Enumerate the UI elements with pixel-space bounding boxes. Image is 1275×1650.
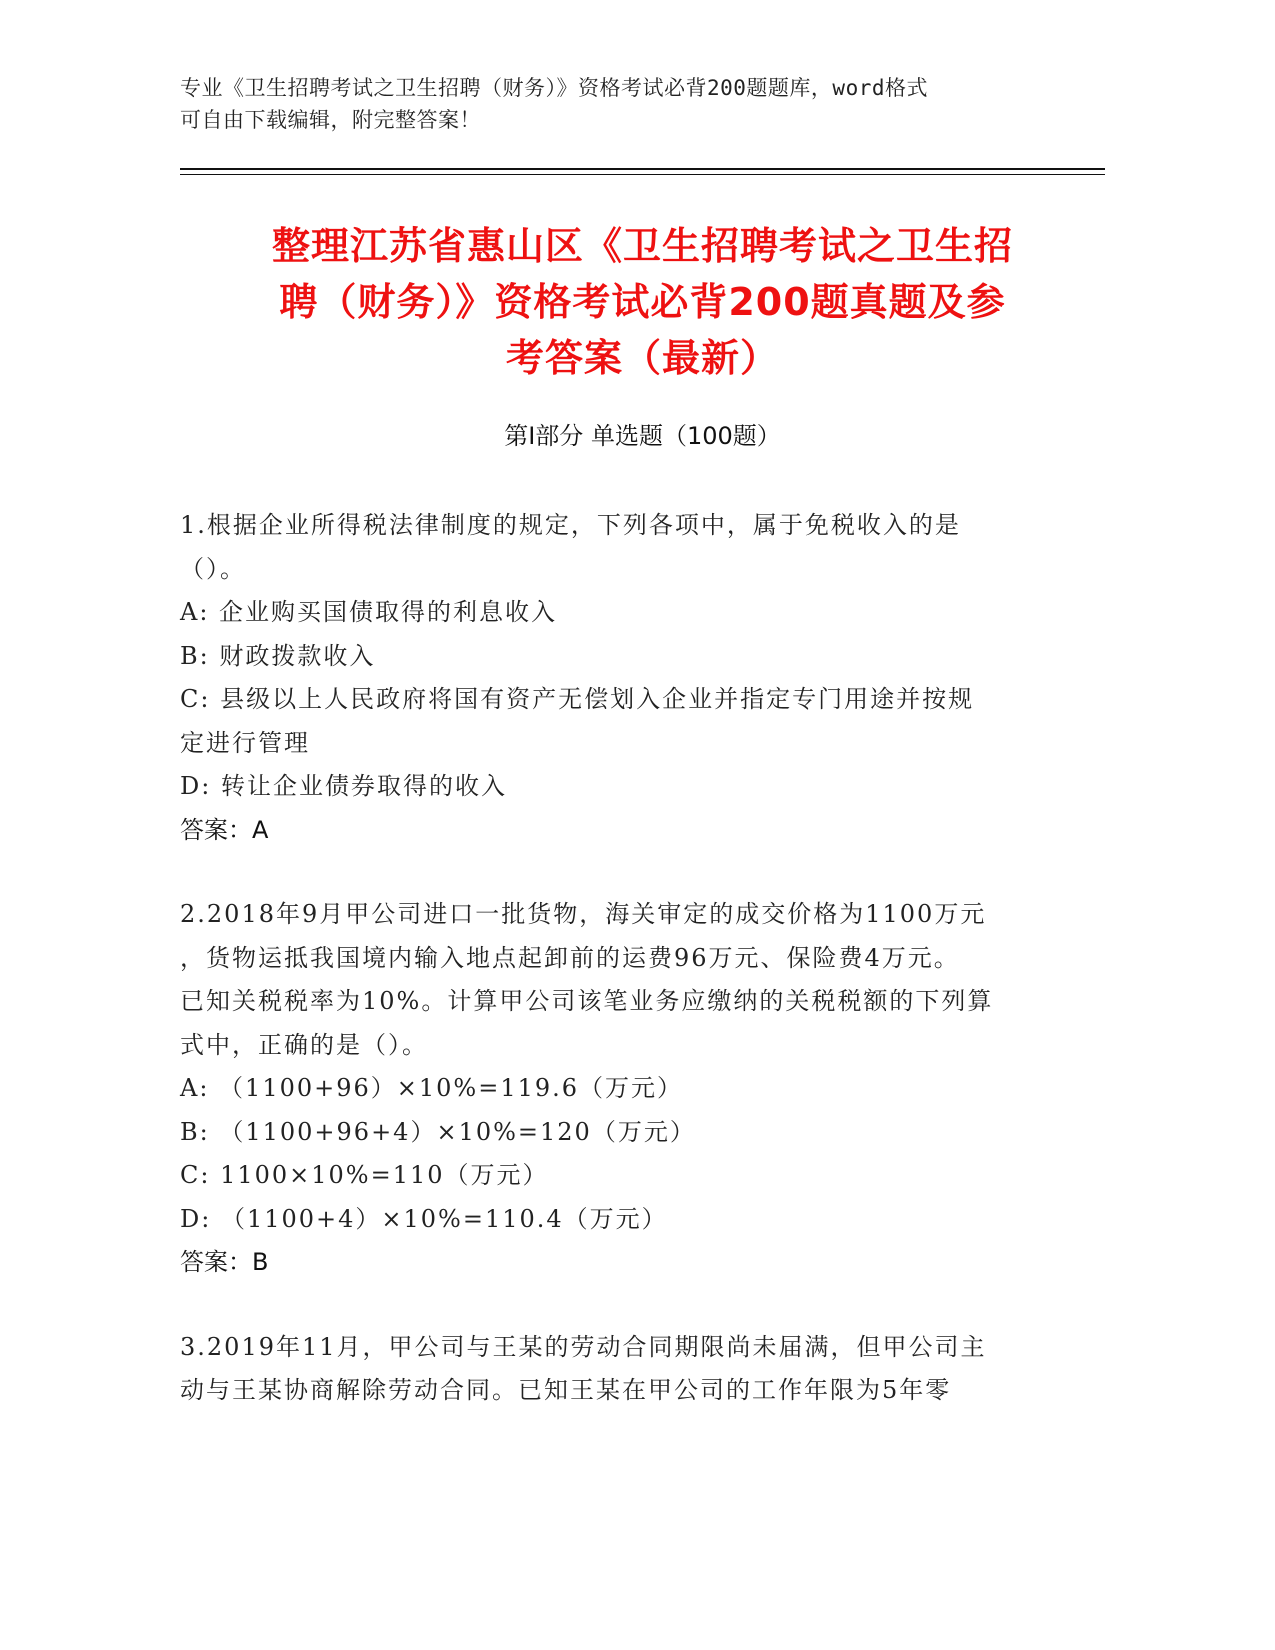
question-stem: （）。	[180, 554, 246, 583]
header-note	[180, 72, 1040, 136]
question-item	[180, 893, 1040, 1285]
question-stem: 2.2018年9月甲公司进口一批货物，海关审定的成交价格为1100万元	[180, 900, 987, 928]
document-title	[180, 218, 1105, 386]
title-line: 聘（财务）》资格考试必背200题真题及参	[279, 280, 1006, 324]
question-stem: 动与王某协商解除劳动合同。已知王某在甲公司的工作年限为5年零	[180, 1376, 952, 1404]
option-a: A: （1100+96）×10%=119.6（万元）	[180, 1074, 684, 1102]
header-divider-thick	[180, 168, 1105, 170]
title-line: 考答案（最新）	[505, 336, 779, 380]
question-item	[180, 504, 1040, 852]
answer-key: 答案：A	[180, 815, 269, 844]
question-stem: 式中，正确的是（）。	[180, 1030, 428, 1059]
question-item	[180, 1326, 1040, 1413]
answer-key: 答案：B	[180, 1248, 269, 1276]
option-a: A: 企业购买国债取得的利息收入	[180, 598, 558, 626]
section-heading: 第Ⅰ部分 单选题（100题）	[504, 422, 781, 450]
header-note-line: 可自由下载编辑，附完整答案！	[180, 108, 481, 132]
option-c: C: 1100×10%=110（万元）	[180, 1161, 549, 1189]
question-stem: 3.2019年11月，甲公司与王某的劳动合同期限尚未届满，但甲公司主	[180, 1332, 987, 1361]
question-list	[180, 504, 1040, 1454]
question-stem: 已知关税税率为10%。计算甲公司该笔业务应缴纳的关税税额的下列算	[180, 987, 994, 1015]
option-b: B: 财政拨款收入	[180, 641, 376, 670]
question-stem: 1.根据企业所得税法律制度的规定，下列各项中，属于免税收入的是	[180, 511, 961, 539]
option-d: D: 转让企业债券取得的收入	[180, 772, 507, 800]
question-stem: ，货物运抵我国境内输入地点起卸前的运费96万元、保险费4万元。	[180, 943, 960, 972]
title-line: 整理江苏省惠山区《卫生招聘考试之卫生招	[271, 224, 1013, 268]
option-c: C: 县级以上人民政府将国有资产无偿划入企业并指定专门用途并按规	[180, 685, 975, 713]
header-divider-thin	[180, 174, 1105, 175]
header-note-line: 专业《卫生招聘考试之卫生招聘（财务）》资格考试必背200题题库，word格式	[180, 76, 928, 100]
option-c-continued: 定进行管理	[180, 728, 310, 757]
option-b: B: （1100+96+4）×10%=120（万元）	[180, 1117, 696, 1146]
option-d: D: （1100+4）×10%=110.4（万元）	[180, 1204, 668, 1233]
